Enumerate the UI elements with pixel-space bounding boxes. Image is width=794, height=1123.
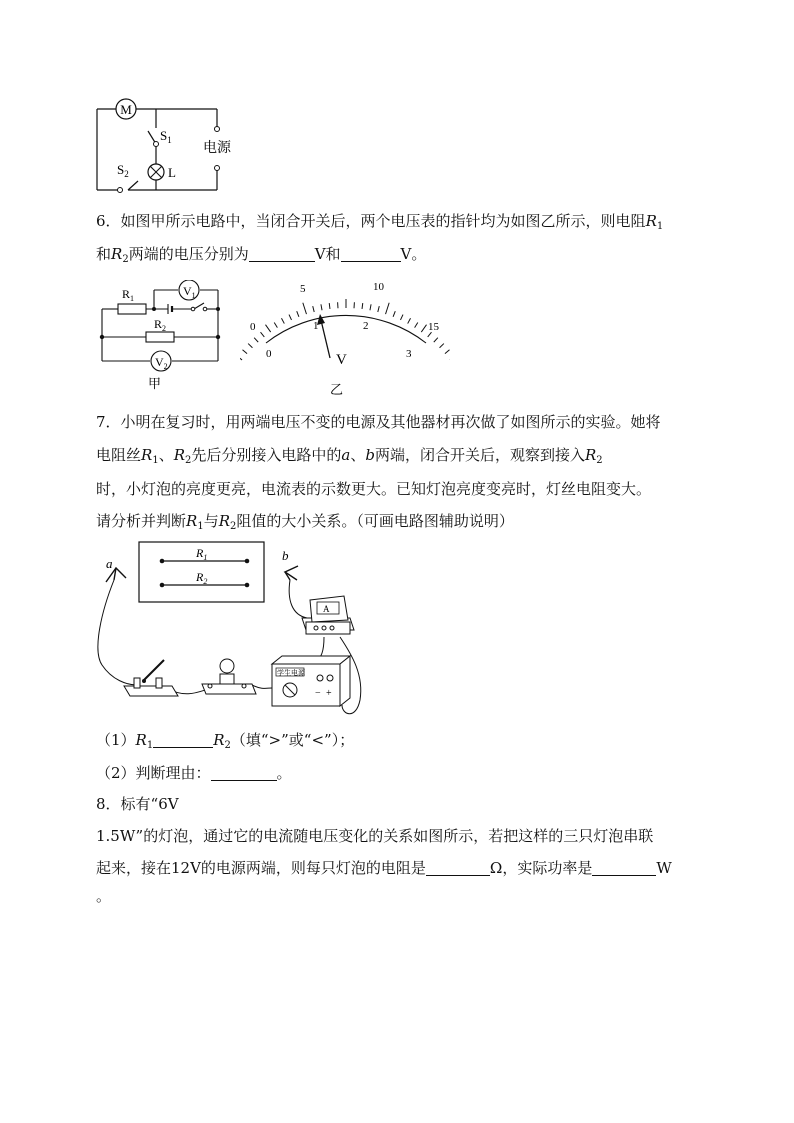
text-segment: 与	[203, 512, 219, 530]
ammeter-label: A	[323, 604, 330, 614]
r-symbol: R	[141, 446, 153, 464]
knife-switch	[124, 660, 178, 696]
r-subscript: 2	[122, 254, 129, 265]
text-segment: V和	[314, 245, 341, 263]
circuit-diagram-motor-lamp	[90, 94, 240, 199]
outer-scale-label: 5	[300, 283, 306, 295]
question-8-line-1	[96, 794, 179, 814]
question-7-line-2	[96, 445, 603, 465]
question-8-line-3	[96, 858, 672, 878]
question-7-line-1	[96, 412, 661, 432]
r-subscript: 2	[224, 740, 231, 751]
r-symbol: R	[173, 446, 185, 464]
dial-tick	[313, 306, 314, 312]
answer-blank-power[interactable]	[592, 860, 656, 876]
figure-caption-jia: 甲	[148, 376, 162, 390]
inner-scale-label: 2	[363, 320, 369, 332]
r-subscript: 2	[596, 455, 603, 466]
r-subscript: 1	[197, 521, 204, 532]
dial-tick	[261, 332, 265, 337]
text-segment: （2）判断理由：	[96, 764, 211, 782]
text-segment: 电阻丝	[96, 446, 142, 464]
student-power-supply	[272, 656, 350, 706]
r-subscript: 1	[146, 740, 154, 751]
clip-b-label: b	[282, 548, 289, 563]
question-7-sub-2	[96, 763, 292, 783]
dial-tick	[362, 303, 363, 309]
text-segment: W	[656, 859, 672, 877]
text-segment: 两端，闭合开关后，观察到接入	[374, 446, 585, 464]
question-8-line-2	[96, 826, 653, 846]
dial-tick	[274, 322, 277, 327]
clip-a-label: a	[106, 556, 113, 571]
dial-tick	[254, 338, 258, 342]
text-segment: V。	[400, 245, 427, 263]
inner-scale-label: 1	[313, 320, 319, 332]
dial-tick	[378, 306, 379, 312]
text-segment: 、	[158, 446, 174, 464]
resistor-r1-label: $R_1$	[122, 287, 135, 303]
text-segment: 、	[350, 446, 366, 464]
r-symbol: R	[218, 512, 230, 530]
dial-tick	[393, 311, 395, 317]
text-segment: Ω，实际功率是	[489, 859, 593, 877]
dial-tick	[242, 350, 247, 354]
dial-tick	[386, 303, 390, 314]
text-segment: 标有“6V	[120, 795, 179, 813]
text-segment: （填“>”或“<”）；	[230, 731, 355, 749]
dial-tick	[303, 303, 307, 314]
text-segment: 阻值的大小关系。（可画电路图辅助说明）	[236, 512, 514, 530]
question-7-sub-1	[96, 730, 354, 750]
terminal-b: b	[365, 446, 375, 464]
ammeter	[302, 596, 354, 634]
dial-tick	[281, 318, 284, 323]
r-symbol: R	[213, 731, 225, 749]
question-8-line-4	[96, 886, 111, 906]
clip-b	[285, 566, 298, 580]
text-segment: 小明在复习时，用两端电压不变的电源及其他器材再次做了如图所示的实验。她将	[120, 413, 661, 431]
outer-scale-label: 10	[373, 281, 384, 293]
voltmeter-dial-yi	[240, 278, 450, 398]
question-7-line-3	[96, 479, 651, 499]
dial-tick	[445, 350, 450, 354]
text-segment: 先后分别接入电路中的	[191, 446, 342, 464]
lamp-label: L	[168, 165, 176, 180]
text-segment: 。	[276, 764, 292, 782]
figure-caption-yi: 乙	[330, 382, 344, 397]
inner-scale-label: 0	[266, 348, 272, 360]
answer-blank-resistance[interactable]	[426, 860, 490, 876]
dial-tick	[248, 344, 252, 348]
dial-tick	[240, 353, 242, 360]
power-supply-label: 学生电源	[277, 669, 305, 677]
r-symbol: R	[186, 512, 198, 530]
voltmeter-v1-label: $V_1$	[183, 284, 196, 300]
outer-scale-label: 0	[250, 321, 256, 333]
experiment-apparatus-figure	[92, 540, 382, 720]
text-segment: 起来，接在12V的电源两端，则每只灯泡的电阻是	[96, 859, 426, 877]
dial-tick	[289, 315, 292, 320]
bulb-holder	[202, 659, 256, 694]
question-6-number: 6．	[96, 212, 121, 230]
motor-symbol	[116, 99, 136, 119]
text-segment: 时，小灯泡的亮度更亮，电流表的示数更大。已知灯泡亮度变亮时，灯丝电阻变大。	[96, 480, 652, 498]
dial-tick	[434, 338, 438, 342]
question-7-number: 7．	[96, 413, 121, 431]
svg-text:+: +	[326, 688, 332, 699]
text-segment: （1）	[96, 731, 136, 749]
switch-s1-label: $S_1$	[160, 128, 172, 145]
wire-r1-label: $R_1$	[196, 546, 208, 562]
question-6-line-1	[96, 211, 663, 231]
answer-blank-reason[interactable]	[211, 765, 277, 781]
text-segment: 请分析并判断	[96, 512, 187, 530]
text-segment: 。	[96, 887, 112, 905]
dial-tick	[321, 304, 322, 310]
dial-scale-ticks	[240, 299, 450, 360]
text-segment: 和	[96, 245, 112, 263]
resistor-r2-label: $R_2$	[154, 317, 167, 333]
dial-tick	[421, 325, 426, 332]
r-subscript: 1	[656, 221, 664, 232]
dial-tick	[329, 303, 330, 309]
r-symbol: R	[135, 731, 147, 749]
r-symbol: R	[111, 245, 123, 263]
inner-scale-label: 3	[406, 348, 412, 360]
lamp-symbol	[148, 164, 164, 180]
r-subscript: 2	[185, 455, 192, 466]
dial-tick	[297, 311, 299, 317]
r-subscript: 1	[152, 455, 159, 466]
answer-blank-comparison[interactable]	[153, 732, 213, 748]
dial-arc	[266, 315, 426, 343]
power-source-label: 电源	[203, 141, 231, 156]
answer-blank-u2[interactable]	[341, 246, 401, 262]
dial-unit-label: V	[336, 352, 347, 368]
dial-tick	[370, 304, 371, 310]
r-symbol: R	[584, 446, 597, 464]
switch-s2-label: $S_2$	[117, 162, 129, 179]
r-subscript: 2	[230, 521, 237, 532]
terminal-a: a	[341, 446, 351, 464]
dial-tick	[408, 318, 411, 323]
dial-tick	[265, 325, 270, 332]
question-6-text: 如图甲所示电路中，当闭合开关后，两个电压表的指针均为如图乙所示，则电阻	[120, 212, 646, 230]
question-7-line-4	[96, 511, 514, 531]
voltmeter-v2-label: $V_2$	[155, 355, 168, 371]
text-segment: 1.5W”的灯泡，通过它的电流随电压变化的关系如图所示，若把这样的三只灯泡串联	[96, 827, 654, 845]
r-symbol: R	[645, 212, 657, 230]
circuit-diagram-jia	[92, 280, 232, 390]
question-8-number: 8．	[96, 795, 121, 813]
wire-r2-label: $R_2$	[196, 570, 208, 586]
text-segment: 两端的电压分别为	[128, 245, 249, 263]
dial-tick	[400, 315, 403, 320]
motor-label: M	[120, 102, 132, 117]
dial-tick	[440, 344, 444, 348]
answer-blank-u1[interactable]	[249, 246, 315, 262]
outer-scale-label: 15	[428, 321, 439, 333]
dial-tick	[415, 322, 418, 327]
question-6-line-2	[96, 244, 426, 264]
svg-text:−: −	[315, 688, 321, 699]
